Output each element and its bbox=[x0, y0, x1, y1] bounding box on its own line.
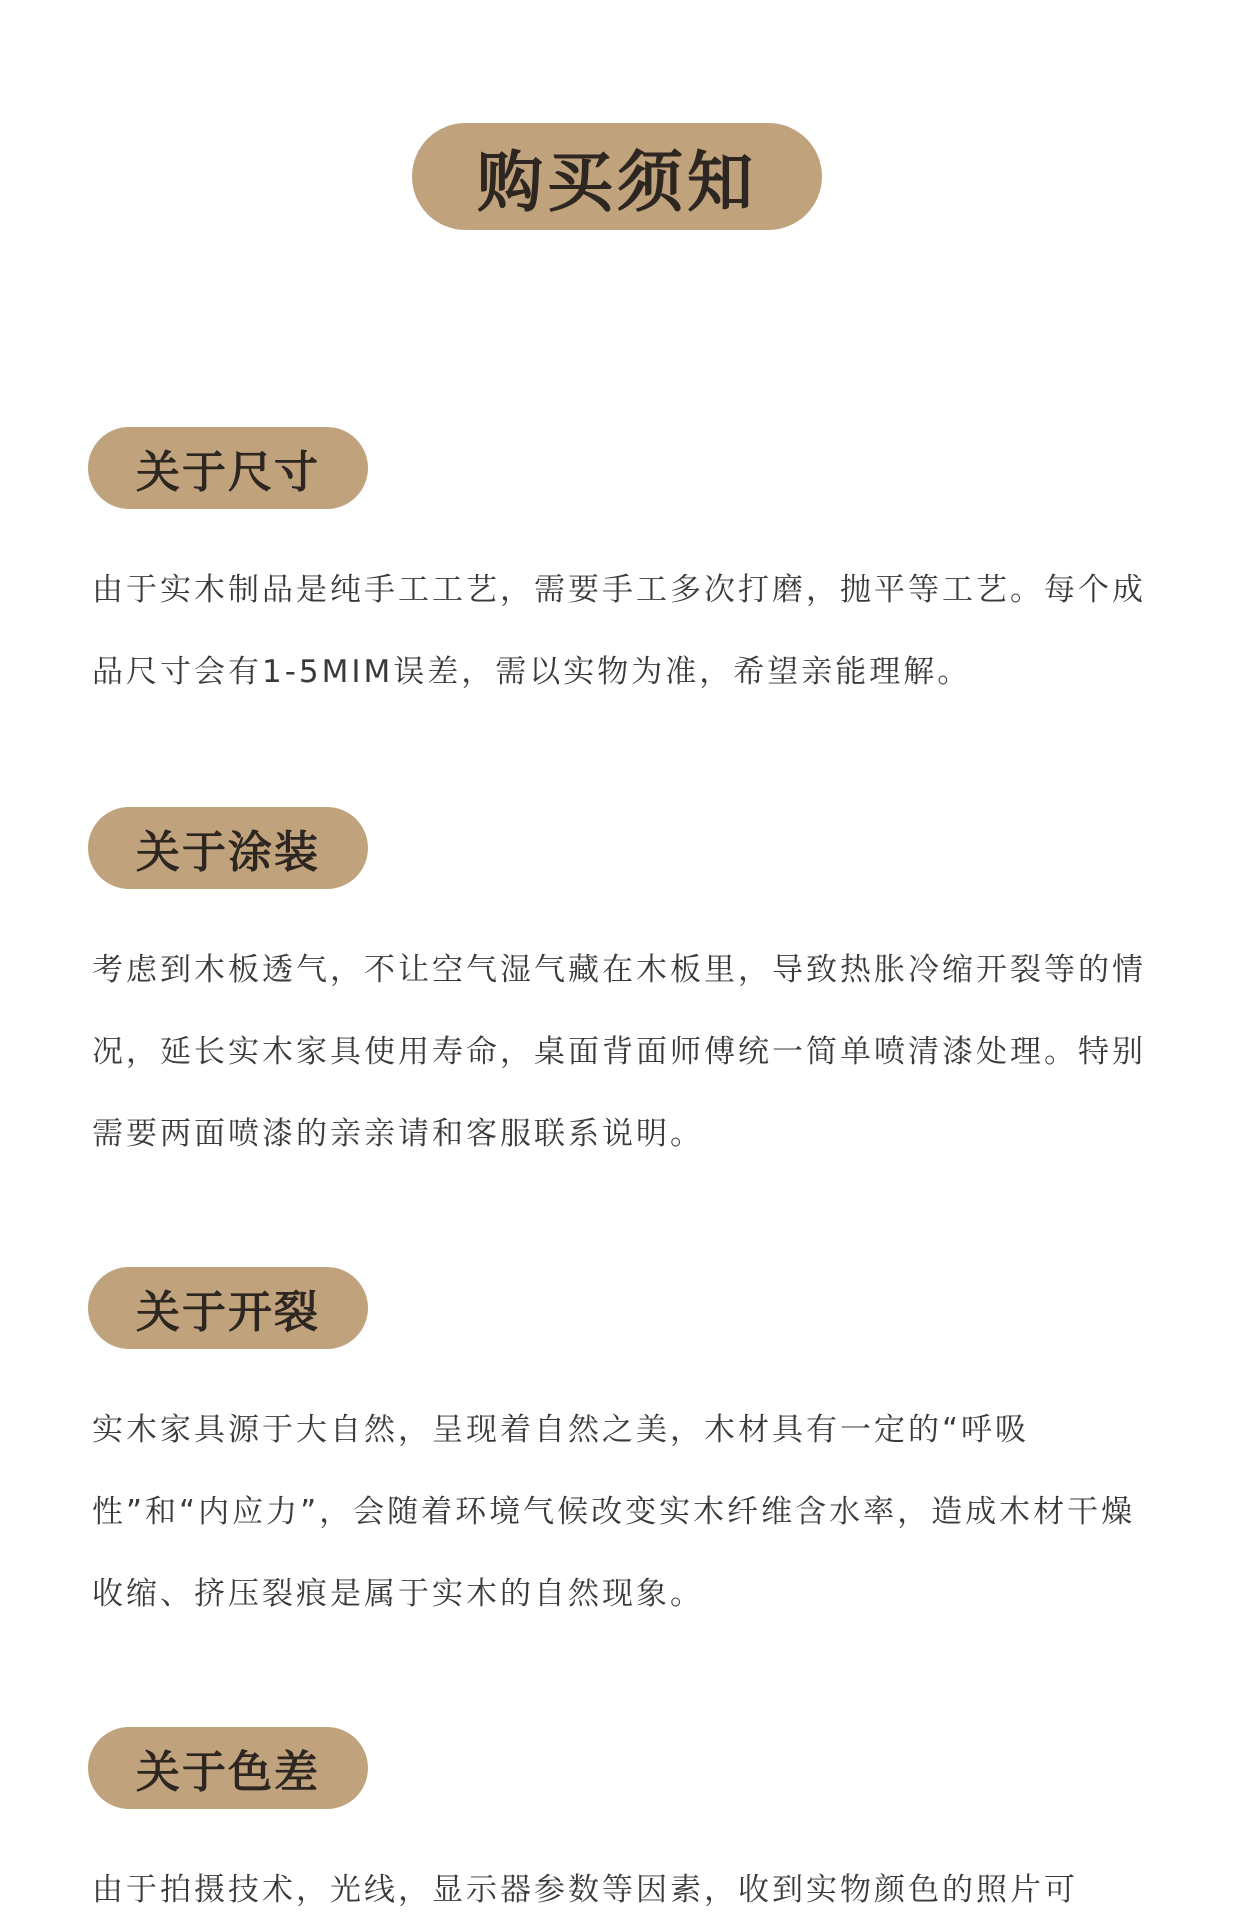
section-heading-cracking: 关于开裂 bbox=[88, 1267, 368, 1349]
section-text-coating: 考虑到木板透气，不让空气湿气藏在木板里，导致热胀冷缩开裂等的情况，延长实木家具使用寿命，桌面背面师傅统一简单喷清漆处理。特别需要两面喷漆的亲亲请和客服联系说明。 bbox=[92, 952, 1146, 1152]
page-title: 购买须知 bbox=[412, 123, 822, 230]
section-color-difference bbox=[88, 1727, 1152, 1931]
section-size bbox=[88, 427, 1152, 713]
section-text-size: 由于实木制品是纯手工工艺，需要手工多次打磨，抛平等工艺。每个成品尺寸会有1-5MIM误差，需以实物为准，希望亲能理解。 bbox=[92, 572, 1146, 690]
section-heading-coating: 关于涂装 bbox=[88, 807, 368, 889]
section-coating bbox=[88, 807, 1152, 1175]
section-text-color-difference: 由于拍摄技术，光线，显示器参数等因素，收到实物颜色的照片可 bbox=[92, 1872, 1078, 1908]
section-heading-color-difference: 关于色差 bbox=[88, 1727, 368, 1809]
section-text-cracking: 实木家具源于大自然，呈现着自然之美，木材具有一定的“呼吸性”和“内应力”，会随着环境气候改变实木纤维含水率，造成木材干燥收缩、挤压裂痕是属于实木的自然现象。 bbox=[92, 1412, 1136, 1612]
section-heading-size: 关于尺寸 bbox=[88, 427, 368, 509]
section-cracking bbox=[88, 1267, 1152, 1635]
